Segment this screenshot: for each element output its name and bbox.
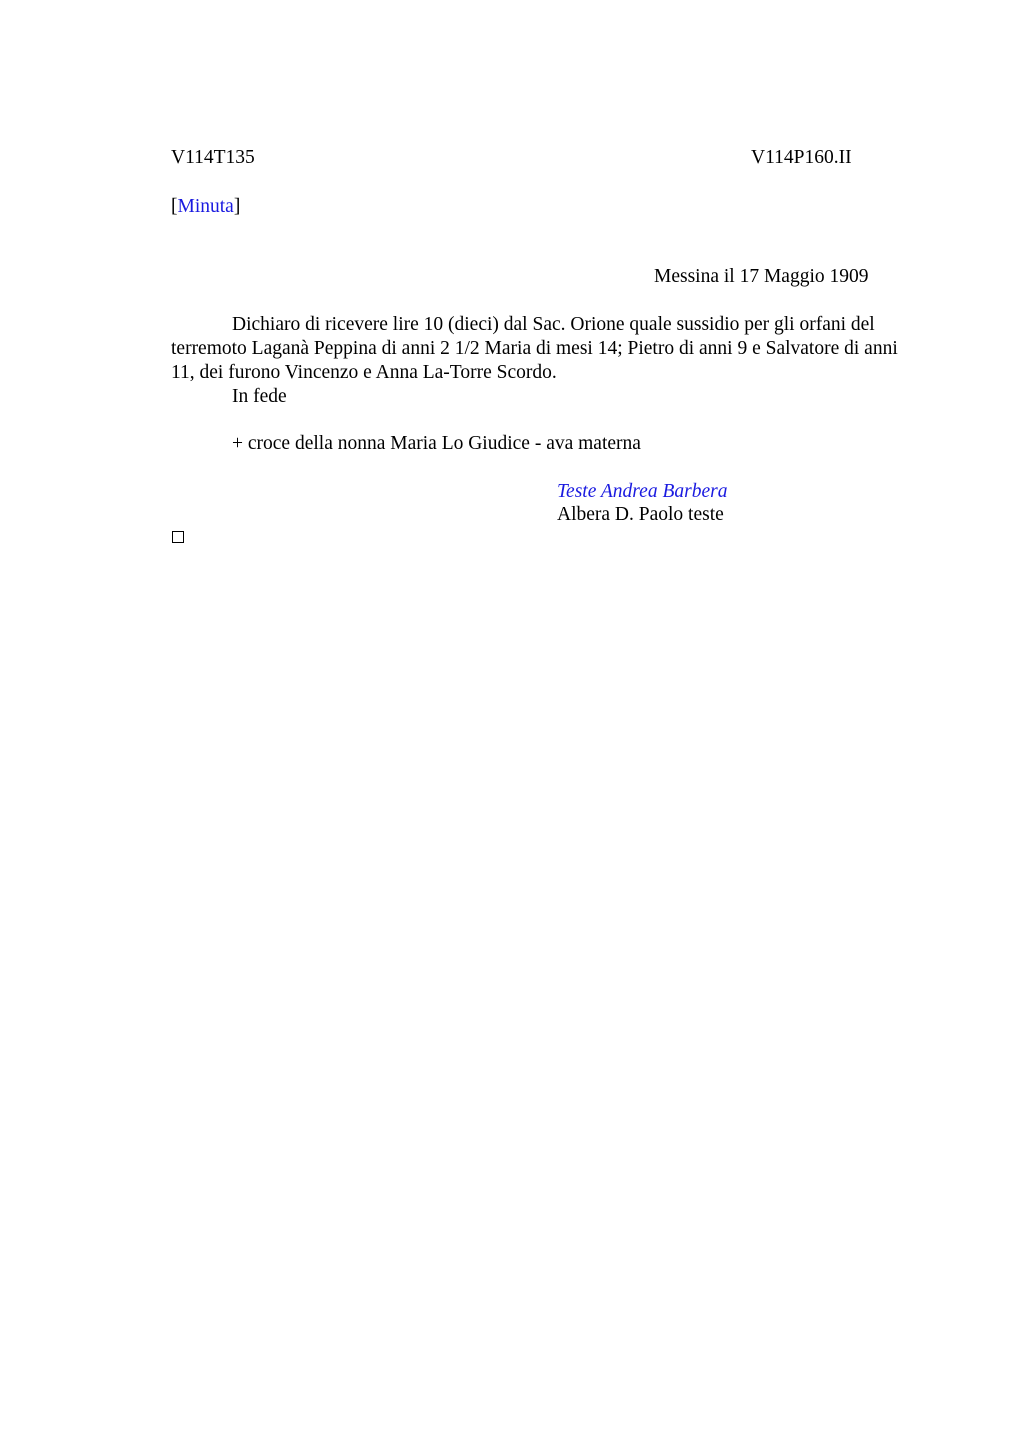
witness-2: Albera D. Paolo teste — [557, 504, 724, 525]
close-bracket: ] — [233, 196, 241, 217]
witness-1-link[interactable]: Teste Andrea Barbera — [557, 481, 728, 502]
document-reference-right: V114P160.II — [751, 147, 852, 168]
in-fede-line: In fede — [232, 386, 287, 407]
open-bracket: [ — [171, 196, 178, 217]
croce-line: + croce della nonna Maria Lo Giudice - ava materna — [232, 433, 641, 454]
body-paragraph: Dichiaro di ricevere lire 10 (dieci) dal Sac. Orione quale sussidio per gli orfani del terremoto Laganà Peppina di anni 2 1/2 Maria di mesi 14; Pietro di anni 9 e Salvatore di anni 11, dei furono Vincenzo e Anna La-Torre Scordo. — [171, 314, 898, 383]
minuta-link[interactable]: Minuta — [177, 196, 234, 217]
minuta-label — [171, 195, 240, 219]
date-line: Messina il 17 Maggio 1909 — [654, 266, 869, 287]
square-outline-icon — [172, 531, 184, 543]
document-reference-left: V114T135 — [171, 147, 255, 168]
